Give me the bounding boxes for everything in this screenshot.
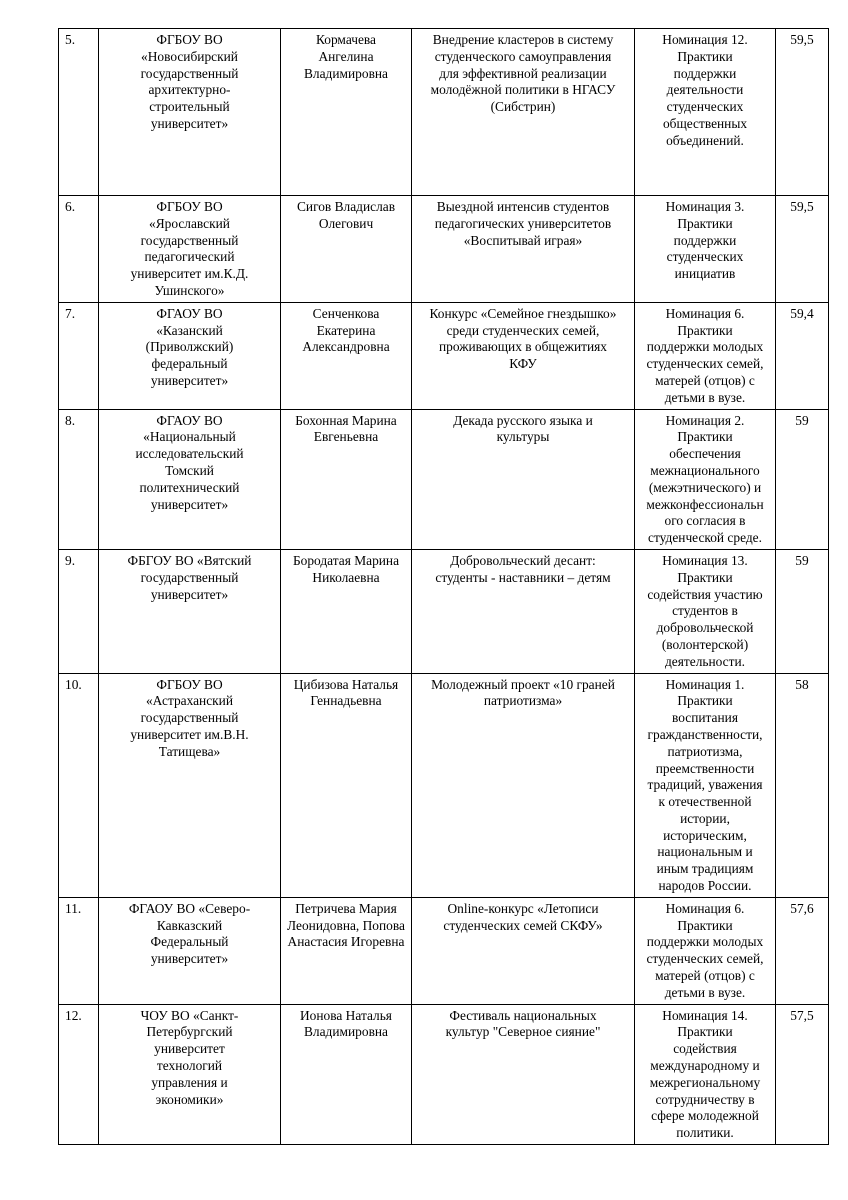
score-cell: 59 [776,409,829,549]
score-cell: 57,5 [776,1004,829,1144]
participant-name-cell: Сигов Владислав Олегович [281,196,412,303]
row-number: 11. [59,897,99,1004]
nomination-cell: Номинация 3. Практики поддержки студенческих инициатив [635,196,776,303]
row-number: 10. [59,673,99,897]
nomination-cell: Номинация 2. Практики обеспечения межнационального (межэтнического) и межконфессиональн ого согласия в студенческой среде. [635,409,776,549]
project-title-cell: Декада русского языка и культуры [412,409,635,549]
nomination-cell: Номинация 14. Практики содействия международному и межрегиональному сотрудничеству в сфере молодежной политики. [635,1004,776,1144]
organization-cell: ФГАОУ ВО «Национальный исследовательский Томский политехнический университет» [99,409,281,549]
participant-name-cell: Петричева Мария Леонидовна, Попова Анастасия Игоревна [281,897,412,1004]
nomination-cell: Номинация 12. Практики поддержки деятельности студенческих общественных объединений. [635,29,776,196]
score-cell: 59,4 [776,302,829,409]
participant-name-cell: Сенченкова Екатерина Александровна [281,302,412,409]
score-cell: 59,5 [776,196,829,303]
project-title-cell: Конкурс «Семейное гнездышко» среди студенческих семей, проживающих в общежитиях КФУ [412,302,635,409]
participant-name-cell: Ионова Наталья Владимировна [281,1004,412,1144]
project-title-cell: Внедрение кластеров в систему студенческого самоуправления для эффективной реализации молодёжной политики в НГАСУ (Сибстрин) [412,29,635,196]
project-title-cell: Online-конкурс «Летописи студенческих семей СКФУ» [412,897,635,1004]
participant-name-cell: Бохонная Марина Евгеньевна [281,409,412,549]
table-row [59,29,829,196]
table-row [59,549,829,673]
project-title-cell: Выездной интенсив студентов педагогических университетов «Воспитывай играя» [412,196,635,303]
nomination-cell: Номинация 6. Практики поддержки молодых студенческих семей, матерей (отцов) с детьми в вузе. [635,302,776,409]
organization-cell: ФГБОУ ВО «Астраханский государственный университет им.В.Н. Татищева» [99,673,281,897]
table-row [59,409,829,549]
organization-cell: ЧОУ ВО «Санкт- Петербургский университет технологий управления и экономики» [99,1004,281,1144]
score-cell: 59,5 [776,29,829,196]
organization-cell: ФГБОУ ВО «Новосибирский государственный архитектурно- строительный университет» [99,29,281,196]
project-title-cell: Добровольческий десант: студенты - наставники – детям [412,549,635,673]
organization-cell: ФГАОУ ВО «Казанский (Приволжский) федеральный университет» [99,302,281,409]
row-number: 9. [59,549,99,673]
results-table [58,28,829,1145]
score-cell: 57,6 [776,897,829,1004]
row-number: 12. [59,1004,99,1144]
nomination-cell: Номинация 6. Практики поддержки молодых студенческих семей, матерей (отцов) с детьми в вузе. [635,897,776,1004]
table-row [59,196,829,303]
organization-cell: ФБГОУ ВО «Вятский государственный университет» [99,549,281,673]
project-title-cell: Фестиваль национальных культур "Северное сияние" [412,1004,635,1144]
score-cell: 58 [776,673,829,897]
row-number: 8. [59,409,99,549]
participant-name-cell: Кормачева Ангелина Владимировна [281,29,412,196]
organization-cell: ФГАОУ ВО «Северо- Кавказский Федеральный университет» [99,897,281,1004]
table-row [59,897,829,1004]
table-row [59,302,829,409]
row-number: 6. [59,196,99,303]
row-number: 7. [59,302,99,409]
project-title-cell: Молодежный проект «10 граней патриотизма» [412,673,635,897]
table-row [59,673,829,897]
nomination-cell: Номинация 13. Практики содействия участию студентов в добровольческой (волонтерской) деятельности. [635,549,776,673]
row-number: 5. [59,29,99,196]
table-row [59,1004,829,1144]
nomination-cell: Номинация 1. Практики воспитания гражданственности, патриотизма, преемственности традиций, уважения к отечественной истории, историческим, национальным и иным традициям народов России. [635,673,776,897]
score-cell: 59 [776,549,829,673]
participant-name-cell: Бородатая Марина Николаевна [281,549,412,673]
organization-cell: ФГБОУ ВО «Ярославский государственный педагогический университет им.К.Д. Ушинского» [99,196,281,303]
participant-name-cell: Цибизова Наталья Геннадьевна [281,673,412,897]
